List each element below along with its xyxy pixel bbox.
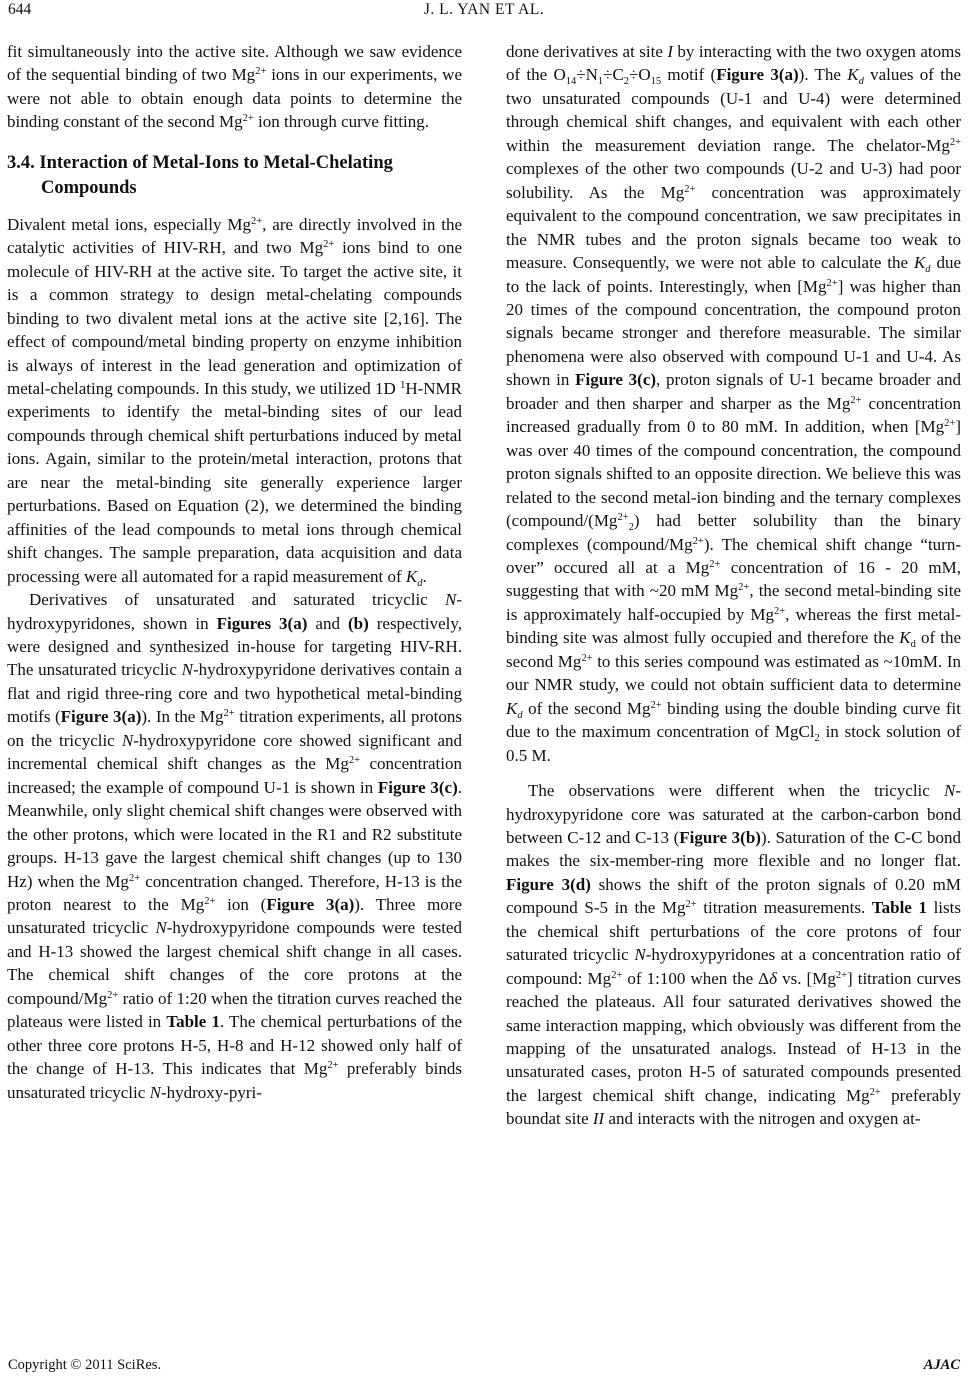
page-number: 644 [8,1,32,18]
section-heading: 3.4. Interaction of Metal-Ions to Metal-Chelating Compounds [7,152,393,198]
running-title: J. L. YAN ET AL. [423,1,545,18]
page-footer [0,1357,968,1381]
paragraph: Divalent metal ions, especially $Mg^{2+}$, are directly involved in the catalytic activities of HIV-RH, and two $Mg^{2+}$ ions bind to one molecule of HIV-RH at the active site. To target the active site, it is a common strategy to design metal-chelating compounds binding to two divalent metal ions at the active site [2,16]. The effect of compound/metal binding property on enzyme inhibition is always of interest in the lead generation and optimization of metal-chelating compounds. In this study, we utilized 1D $^1$H-NMR experiments to identify the metal-binding sites of our lead compounds through chemical shift perturbations induced by metal ions. Again, similar to the protein/metal interaction, protons that are near the metal-binding site generally experience larger perturbations. Based on Equation (2), we determined the binding affinities of the lead compounds to metal ions through chemical shift changes. The sample preparation, data acquisition and data processing were all automated for a rapid measurement of $K_d$. [7,214,462,589]
paragraph: fit simultaneously into the active site. Although we saw evidence of the sequential binding of two $Mg^{2+}$ ions in our experiments, we were not able to obtain enough data points to determine the binding constant of the second $Mg^{2+}$ ion through curve fitting. [7,42,462,132]
copyright-notice: Copyright © 2011 SciRes. [8,1357,162,1373]
paragraph: Derivatives of unsaturated and saturated tricyclic N-hydroxypyridones, shown in Figures 3(a) and (b) respectively, were designed and synthesized in-house for targeting HIV-RH. The unsaturated tricyclic N-hydroxypyridone derivatives contain a flat and rigid three-ring core and two hypothetical metal-binding motifs (Figure 3(a)). In the $Mg^{2+}$ titration experiments, all protons on the tricyclic N-hydroxypyridone core showed significant and incremental chemical shift changes as the $Mg^{2+}$ concentration increased; the example of compound U-1 is shown in Figure 3(c). Meanwhile, only slight chemical shift changes were observed with the other protons, which were located in the R1 and R2 substitute groups. H-13 gave the largest chemical shift changes (up to 130 Hz) when the $Mg^{2+}$ concentration changed. Therefore, H-13 is the proton nearest to the $Mg^{2+}$ ion (Figure 3(a)). Three more unsaturated tricyclic N-hydroxypyridone compounds were tested and H-13 showed the largest chemical shift change in all cases. The chemical shift changes of the core protons at the compound/$Mg^{2+}$ ratio of 1:20 when the titration curves reached the plateaus were listed in Table 1. The chemical perturbations of the other three core protons H-5, H-8 and H-12 showed only half of the change of H-13. This indicates that $Mg^{2+}$ preferably binds unsaturated tricyclic N-hydroxy-pyri- [7,590,463,1102]
journal-abbreviation: AJAC [923,1357,960,1373]
paragraph: done derivatives at site I by interacting with the two oxygen atoms of the $O_{14}\div N_1\div C_2\div O_{15}$ motif (Figure 3(a)). The $K_d$ values of the two unsaturated compounds (U-1 and U-4) were determined through chemical shift changes, and equivalent with each other within the measurement deviation range. The chelator-$Mg^{2+}$ complexes of the other two compounds (U-2 and U-3) had poor solubility. As the $Mg^{2+}$ concentration was approximately equivalent to the compound concentration, we saw precipitates in the NMR tubes and the proton signals became too weak to measure. Consequently, we were not able to calculate the $K_d$ due to the lack of points. Interestingly, when $[Mg^{2+}]$ was higher than 20 times of the compound concentration, the compound proton signals became stronger and therefore measurable. The similar phenomena were also observed with compound U-1 and U-4. As shown in Figure 3(c), proton signals of U-1 became broader and broader and then sharper and sharper as the $Mg^{2+}$ concentration increased gradually from 0 to 80 mM. In addition, when $[Mg^{2+}]$ was over 40 times of the compound concentration, the compound proton signals shifted to an opposite direction. We believe this was related to the second metal-ion binding and the ternary complexes ($compound/(Mg^{2+}_2)$ had better solubility than the binary complexes $(compound/Mg^{2+})$. The chemical shift change “turn-over” occured all at a $Mg^{2+}$ concentration of 16 - 20 mM, suggesting that with ~20 mM $Mg^{2+}$, the second metal-binding site is approximately half-occupied by $Mg^{2+}$, whereas the first metal-binding site was almost fully occupied and therefore the $K_d$ of the second $Mg^{2+}$ to this series compound was estimated as ~10mM. In our NMR study, we could not obtain sufficient data to determine $K_d$ of the second $Mg^{2+}$ binding using the double binding curve fit due to the maximum concentration of MgCl$_2$ in stock solution of 0.5 M. [506,42,962,765]
left-column [7,40,462,1104]
page-header [0,0,968,26]
paragraph: The observations were different when the tricyclic N-hydroxypyridone core was saturated at the carbon-carbon bond between C-12 and C-13 (Figure 3(b)). Saturation of the C-C bond makes the six-member-ring more flexible and no longer flat. Figure 3(d) shows the shift of the proton signals of 0.20 mM compound S-5 in the $Mg^{2+}$ titration measurements. Table 1 lists the chemical shift perturbations of the core protons of four saturated tricyclic N-hydroxypyridones at a concentration ratio of compound: $Mg^{2+}$ of 1:100 when the Δδ vs. $[Mg^{2+}]$ titration curves reached the plateaus. All four saturated derivatives showed the same interaction mapping, which obviously was different from the mapping of the unsaturated analogs. Instead of H-13 in the unsaturated cases, proton H-5 of saturated compounds presented the largest chemical shift change, indicating $Mg^{2+}$ preferably boundat site II and interacts with the nitrogen and oxygen at- [506,781,962,1129]
right-column [506,40,961,1131]
